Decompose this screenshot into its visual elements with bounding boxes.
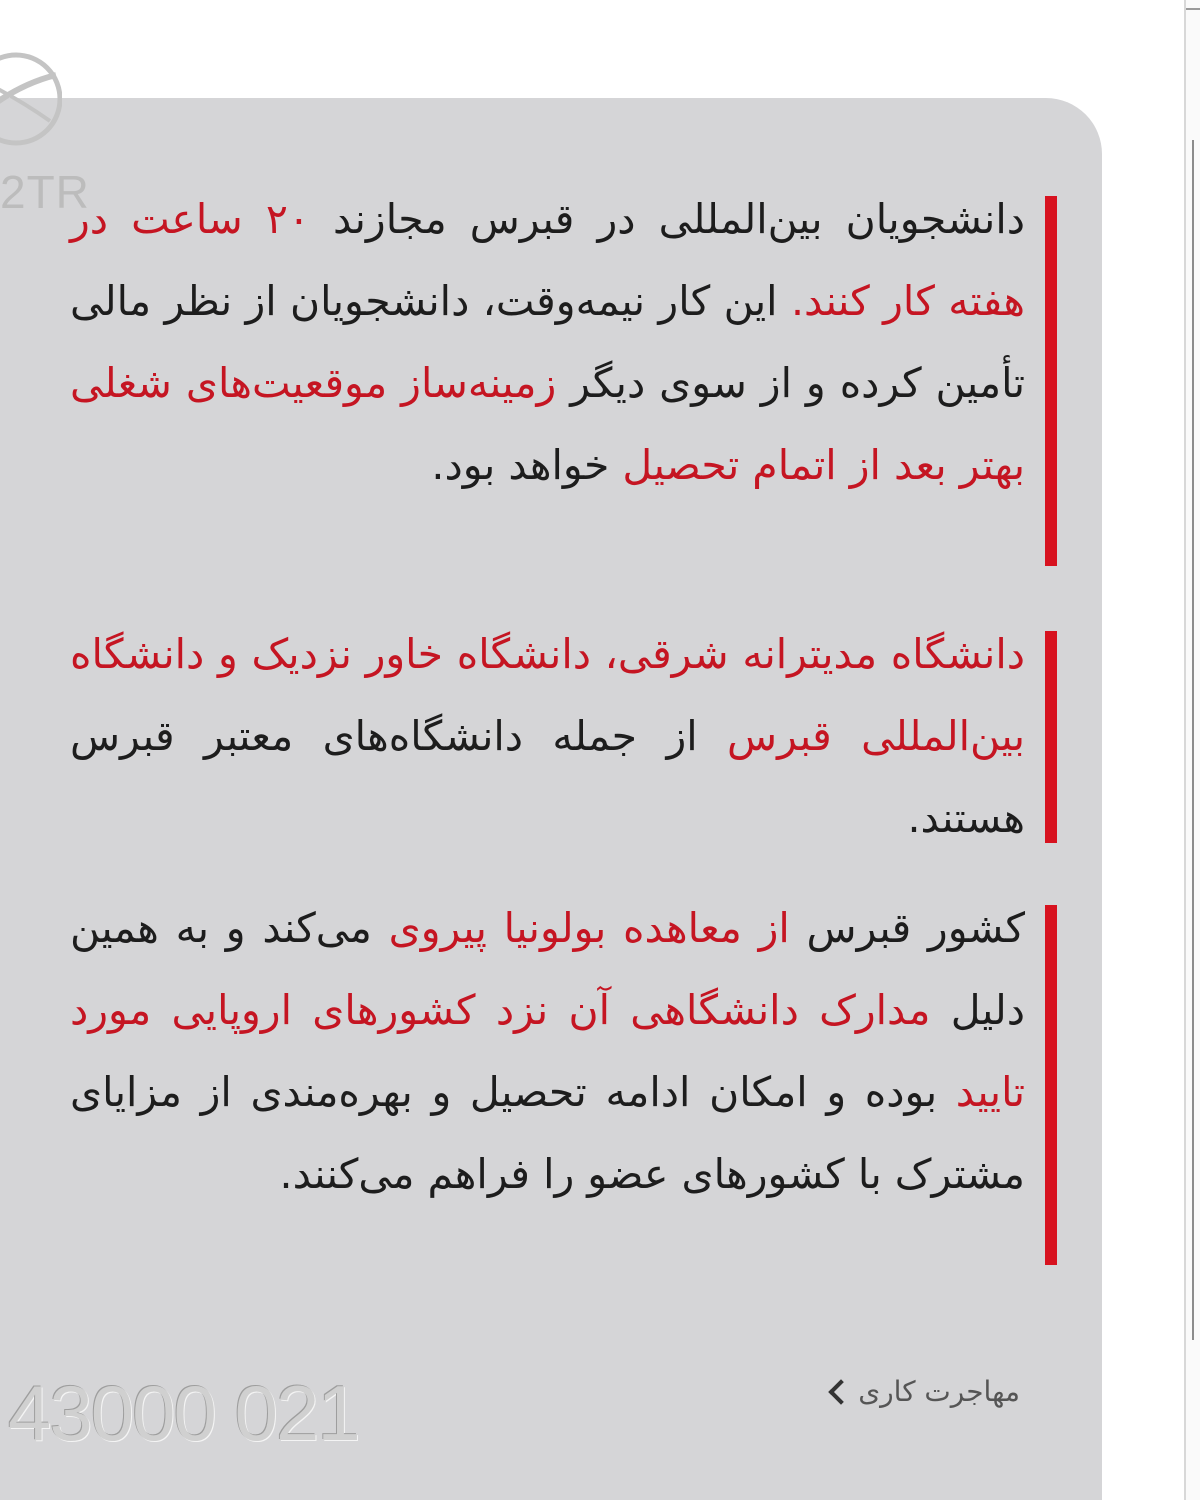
paragraph-block-3	[70, 905, 1057, 1265]
phone-number: 43000 021	[8, 1369, 359, 1457]
category-label: مهاجرت کاری	[858, 1375, 1020, 1408]
paragraph-block-1	[70, 196, 1057, 566]
text-segment: خواهد بود.	[431, 441, 623, 489]
paragraph-text	[70, 178, 1025, 506]
text-segment: کشور قبرس	[789, 904, 1025, 952]
paragraph-text	[70, 887, 1025, 1215]
paragraph-block-2	[70, 631, 1057, 843]
chevron-left-icon	[829, 1379, 854, 1404]
page-edge	[1184, 0, 1200, 1500]
text-segment: این کار نیمه‌وقت، دانشجویان از نظر مالی تأمین کرده و از سوی دیگر	[70, 277, 1025, 407]
highlight-segment: مدارک دانشگاهی آن نزد کشورهای اروپایی مورد تایید	[70, 986, 1025, 1116]
category-link[interactable]	[828, 1375, 1020, 1408]
highlight-segment: ۲۰ ساعت در هفته کار کنند.	[70, 195, 1025, 325]
text-segment: دانشجویان بین‌المللی در قبرس مجازند	[309, 195, 1025, 243]
highlight-segment: زمینه‌ساز موقعیت‌های شغلی بهتر بعد از اتمام تحصیل	[70, 359, 1025, 489]
paragraph-text	[70, 613, 1025, 859]
globe-mark-icon	[0, 45, 62, 153]
logo-text: 2TR	[0, 166, 90, 218]
text-segment: از جمله دانشگاه‌های معتبر قبرس هستند.	[70, 712, 1025, 842]
text-segment: می‌کند و به همین دلیل	[70, 904, 1025, 1034]
edge-tick	[1186, 8, 1200, 10]
highlight-segment: دانشگاه مدیترانه شرقی، دانشگاه خاور نزدیک و دانشگاه بین‌المللی قبرس	[70, 630, 1025, 760]
highlight-segment: از معاهده بولونیا پیروی	[388, 904, 790, 952]
text-segment: بوده و امکان ادامه تحصیل و بهره‌مندی از مزایای مشترک با کشورهای عضو را فراهم می‌کنند.	[70, 1068, 1025, 1198]
scrollbar-track[interactable]	[1192, 140, 1194, 1340]
